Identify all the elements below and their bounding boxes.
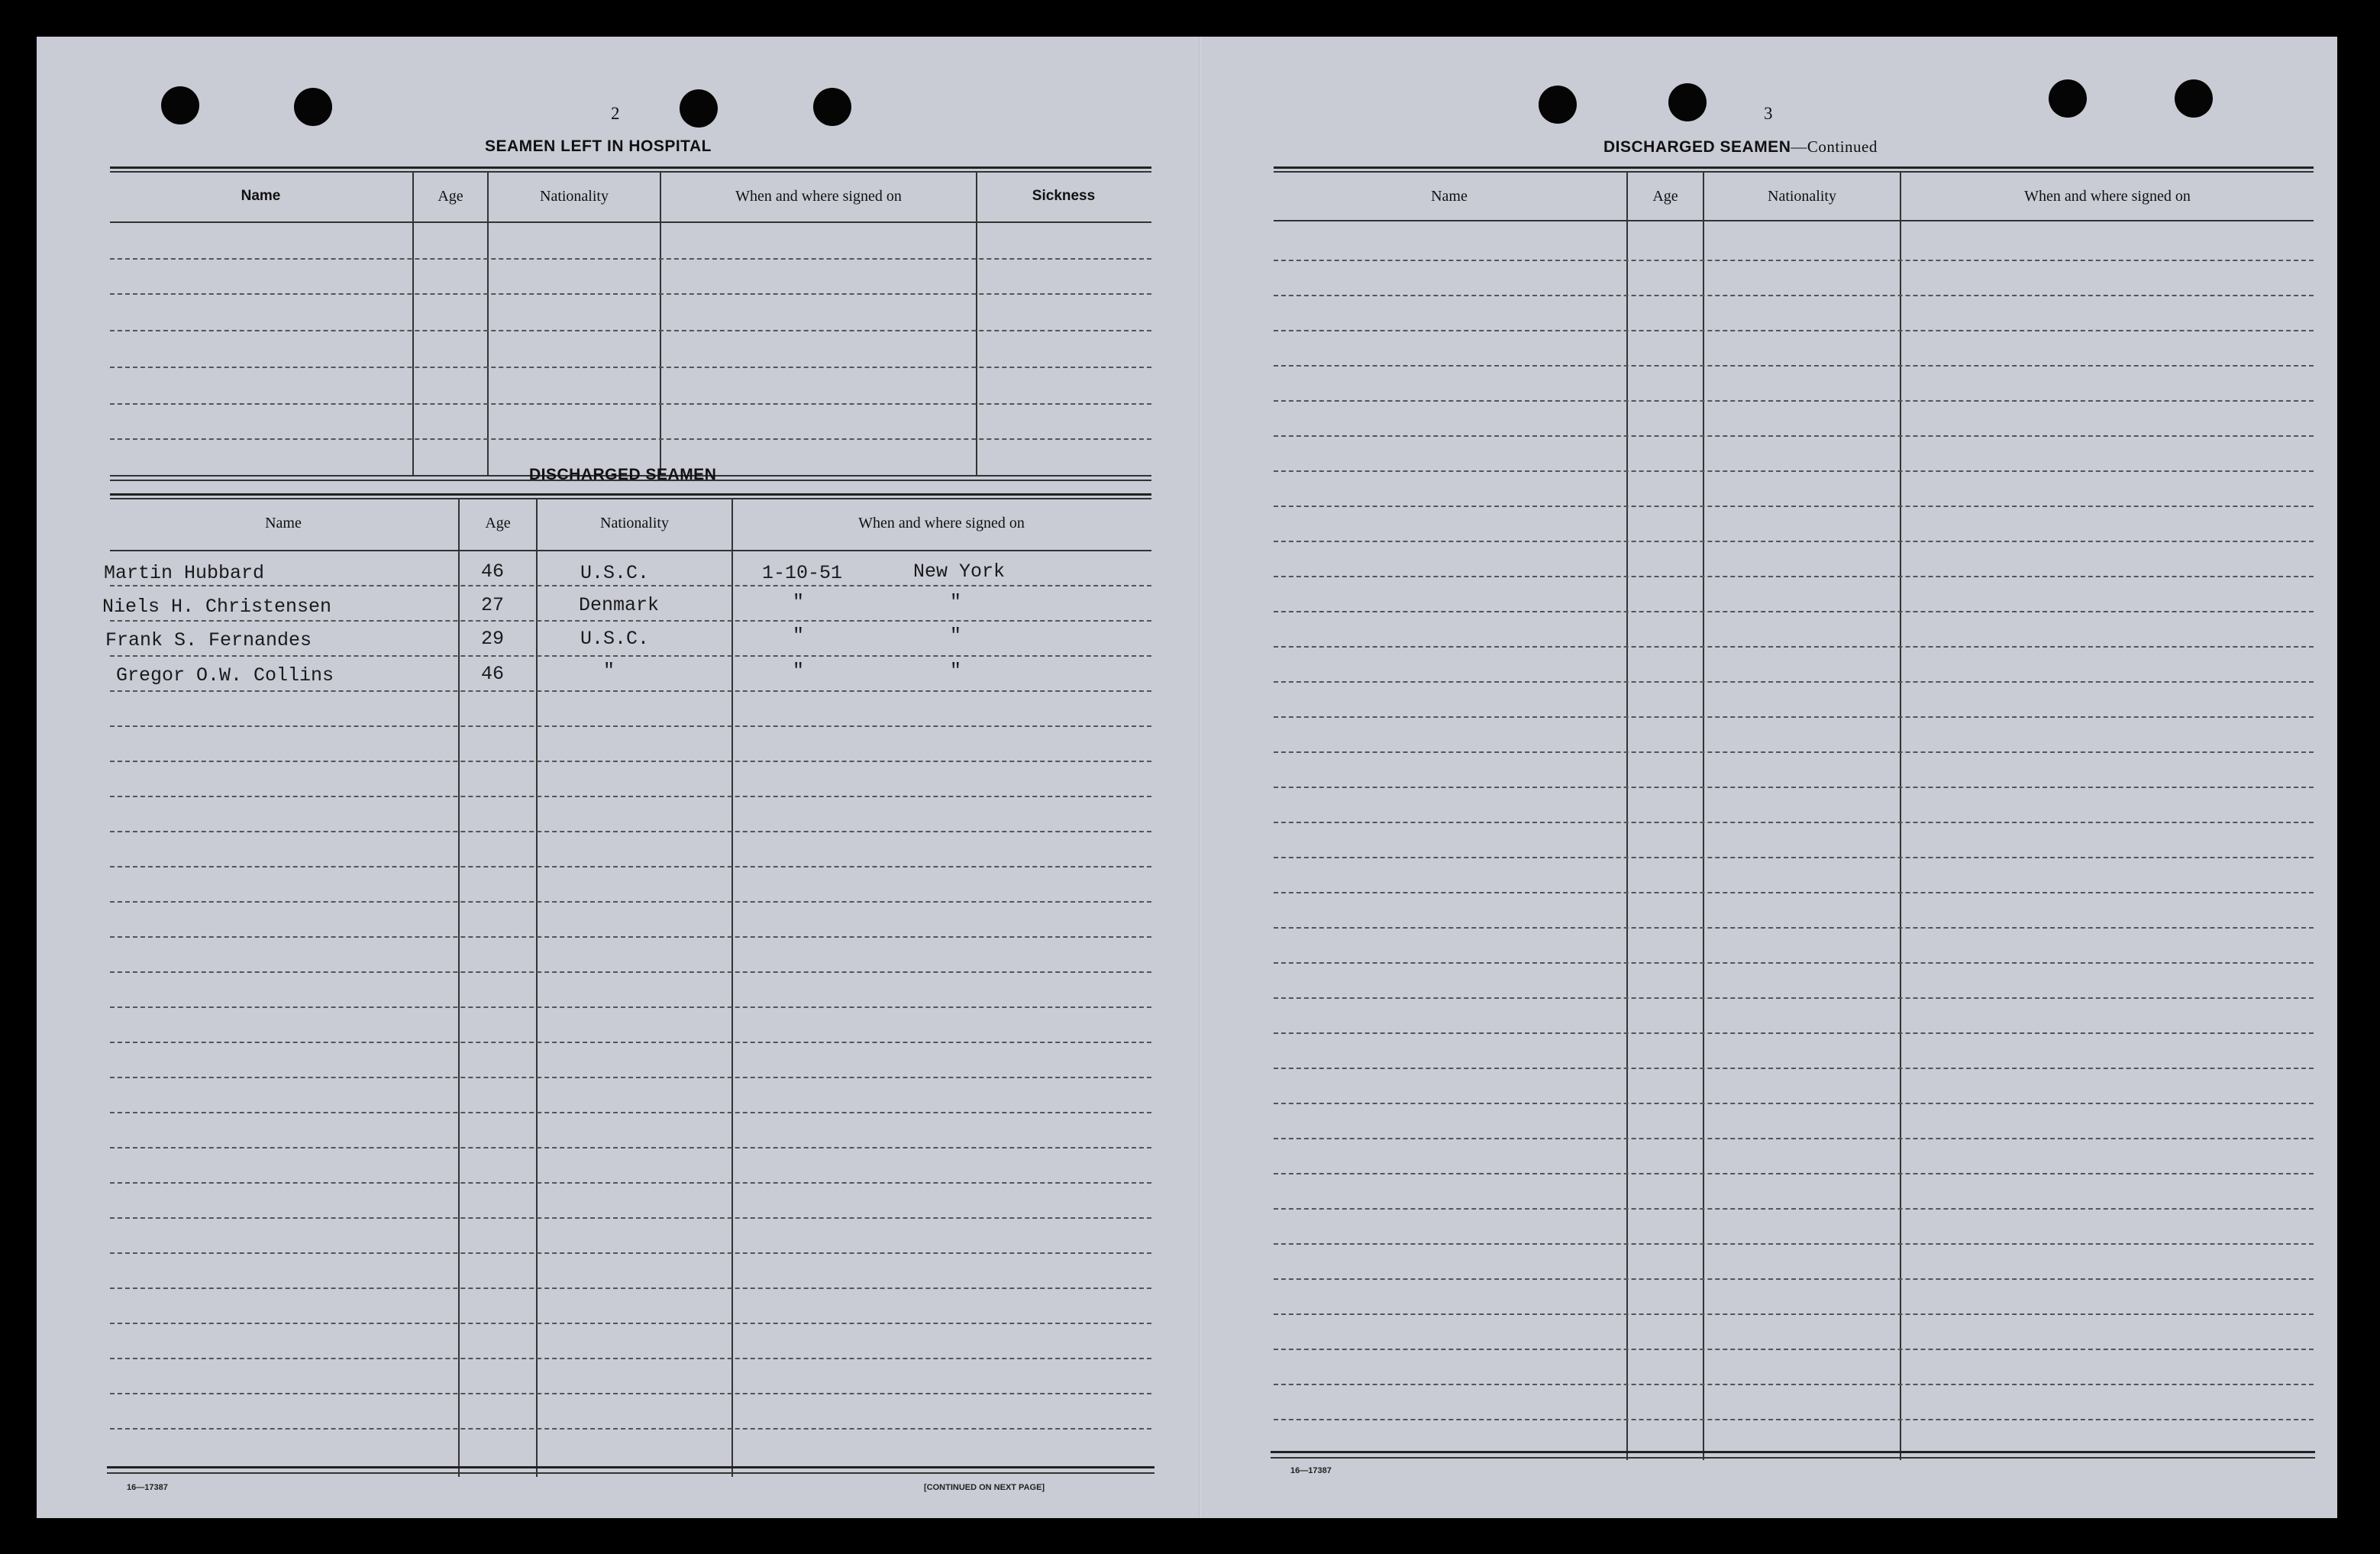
discharged-col-nationality: Nationality <box>600 515 669 531</box>
entry-line <box>1274 1419 2314 1420</box>
table-row-name: Niels H. Christensen <box>102 596 332 618</box>
entry-line <box>110 585 1151 586</box>
table-row-age: 27 <box>481 594 505 616</box>
entry-line <box>1274 365 2314 367</box>
entry-line <box>110 1042 1151 1043</box>
discharged-continued-title <box>1603 137 1878 157</box>
entry-line <box>1274 716 2314 718</box>
entry-line <box>1274 1243 2314 1245</box>
table-row-age: 46 <box>481 663 505 685</box>
hospital-section-title: SEAMEN LEFT IN HOSPITAL <box>485 137 712 155</box>
column-divider <box>976 173 977 477</box>
entry-line <box>110 1323 1151 1324</box>
column-divider <box>458 499 460 1477</box>
table-row-date: " <box>793 591 805 613</box>
entry-line <box>110 258 1151 260</box>
punch-hole <box>1668 83 1707 121</box>
form-code: 16—17387 <box>127 1483 168 1492</box>
discharged-section-title: DISCHARGED SEAMEN <box>529 466 717 483</box>
entry-line <box>1274 927 2314 929</box>
rule <box>1271 1451 2315 1453</box>
table-row-name: Martin Hubbard <box>104 562 265 584</box>
entry-line <box>110 620 1151 622</box>
punch-hole <box>2175 79 2213 118</box>
entry-line <box>1274 681 2314 683</box>
hospital-col-nationality: Nationality <box>540 188 609 205</box>
rule <box>1274 171 2314 173</box>
page-number: 3 <box>1764 104 1773 123</box>
document-sheet <box>37 37 2337 1518</box>
table-row-name: Gregor O.W. Collins <box>116 664 334 687</box>
punch-hole <box>2049 79 2087 118</box>
hospital-col-sickness: Sickness <box>1032 188 1096 204</box>
table-row-nationality: Denmark <box>579 594 660 616</box>
table-row-nationality: " <box>603 660 615 682</box>
table-row-date: 1-10-51 <box>762 562 843 584</box>
entry-line <box>110 1217 1151 1219</box>
right-col-signed-on: When and where signed on <box>2024 188 2191 205</box>
entry-line <box>110 1077 1151 1078</box>
entry-line <box>1274 1173 2314 1174</box>
entry-line <box>110 1393 1151 1394</box>
entry-line <box>1274 295 2314 296</box>
continued-note: [CONTINUED ON NEXT PAGE] <box>924 1483 1045 1492</box>
header-rule <box>110 550 1151 551</box>
column-divider <box>660 173 661 477</box>
column-divider <box>487 173 489 477</box>
entry-line <box>110 936 1151 938</box>
entry-line <box>1274 857 2314 858</box>
entry-line <box>110 1358 1151 1359</box>
punch-hole <box>680 89 718 128</box>
entry-line <box>110 831 1151 832</box>
entry-line <box>110 1182 1151 1184</box>
entry-line <box>110 367 1151 368</box>
header-rule <box>110 221 1151 223</box>
rule <box>110 493 1151 496</box>
discharged-col-name: Name <box>265 515 302 531</box>
punch-hole <box>813 88 851 126</box>
table-row-place: New York <box>913 561 1006 583</box>
title-text: DISCHARGED SEAMEN <box>1603 138 1791 156</box>
entry-line <box>110 1147 1151 1149</box>
entry-line <box>1274 1278 2314 1280</box>
table-row-age: 46 <box>481 561 505 583</box>
entry-line <box>110 690 1151 692</box>
entry-line <box>1274 787 2314 788</box>
rule <box>110 498 1151 499</box>
rule <box>1271 1457 2315 1459</box>
entry-line <box>1274 506 2314 507</box>
column-divider <box>536 499 538 1477</box>
column-divider <box>412 173 414 477</box>
table-row-nationality: U.S.C. <box>580 562 650 584</box>
entry-line <box>1274 1103 2314 1104</box>
entry-line <box>1274 611 2314 612</box>
rule <box>107 1472 1154 1474</box>
entry-line <box>110 438 1151 440</box>
rule <box>107 1466 1154 1468</box>
right-col-name: Name <box>1431 188 1468 205</box>
entry-line <box>110 403 1151 405</box>
page-fold <box>1199 37 1203 1518</box>
entry-line <box>1274 470 2314 472</box>
hospital-col-signed-on: When and where signed on <box>735 188 902 205</box>
entry-line <box>110 293 1151 295</box>
entry-line <box>110 971 1151 973</box>
punch-hole <box>161 86 199 124</box>
entry-line <box>110 761 1151 762</box>
entry-line <box>110 866 1151 867</box>
entry-line <box>110 655 1151 657</box>
table-row-place: " <box>950 625 962 647</box>
entry-line <box>110 901 1151 903</box>
entry-line <box>1274 751 2314 753</box>
entry-line <box>1274 1208 2314 1210</box>
entry-line <box>1274 400 2314 402</box>
entry-line <box>1274 646 2314 648</box>
entry-line <box>110 1252 1151 1254</box>
entry-line <box>1274 962 2314 964</box>
entry-line <box>1274 1384 2314 1385</box>
entry-line <box>1274 1138 2314 1139</box>
table-row-date: " <box>793 625 805 647</box>
entry-line <box>110 1428 1151 1430</box>
hospital-col-name: Name <box>241 188 281 204</box>
discharged-col-signed-on: When and where signed on <box>858 515 1025 531</box>
entry-line <box>1274 541 2314 542</box>
entry-line <box>1274 435 2314 437</box>
entry-line <box>110 796 1151 797</box>
entry-line <box>1274 822 2314 823</box>
table-row-name: Frank S. Fernandes <box>105 629 312 651</box>
entry-line <box>1274 892 2314 893</box>
header-rule <box>1274 220 2314 221</box>
title-suffix: —Continued <box>1791 137 1878 156</box>
entry-line <box>110 1006 1151 1008</box>
table-row-place: " <box>950 591 962 613</box>
entry-line <box>1274 1349 2314 1350</box>
rule <box>1274 166 2314 169</box>
rule <box>110 166 1151 169</box>
right-col-age: Age <box>1652 188 1678 205</box>
entry-line <box>1274 1068 2314 1069</box>
entry-line <box>1274 330 2314 331</box>
discharged-col-age: Age <box>485 515 511 531</box>
entry-line <box>1274 1313 2314 1315</box>
entry-line <box>110 725 1151 727</box>
table-row-place: " <box>950 660 962 682</box>
entry-line <box>110 1287 1151 1289</box>
column-divider <box>731 499 733 1477</box>
form-code: 16—17387 <box>1290 1466 1332 1475</box>
entry-line <box>1274 260 2314 261</box>
table-row-nationality: U.S.C. <box>580 628 650 650</box>
page-number: 2 <box>611 104 620 123</box>
table-row-age: 29 <box>481 628 505 650</box>
entry-line <box>1274 997 2314 999</box>
entry-line <box>110 1112 1151 1113</box>
punch-hole <box>1539 86 1577 124</box>
rule <box>110 171 1151 173</box>
entry-line <box>110 330 1151 331</box>
hospital-col-age: Age <box>438 188 463 205</box>
punch-hole <box>294 88 332 126</box>
table-row-date: " <box>793 660 805 682</box>
right-col-nationality: Nationality <box>1768 188 1836 205</box>
entry-line <box>1274 576 2314 577</box>
entry-line <box>1274 1032 2314 1034</box>
